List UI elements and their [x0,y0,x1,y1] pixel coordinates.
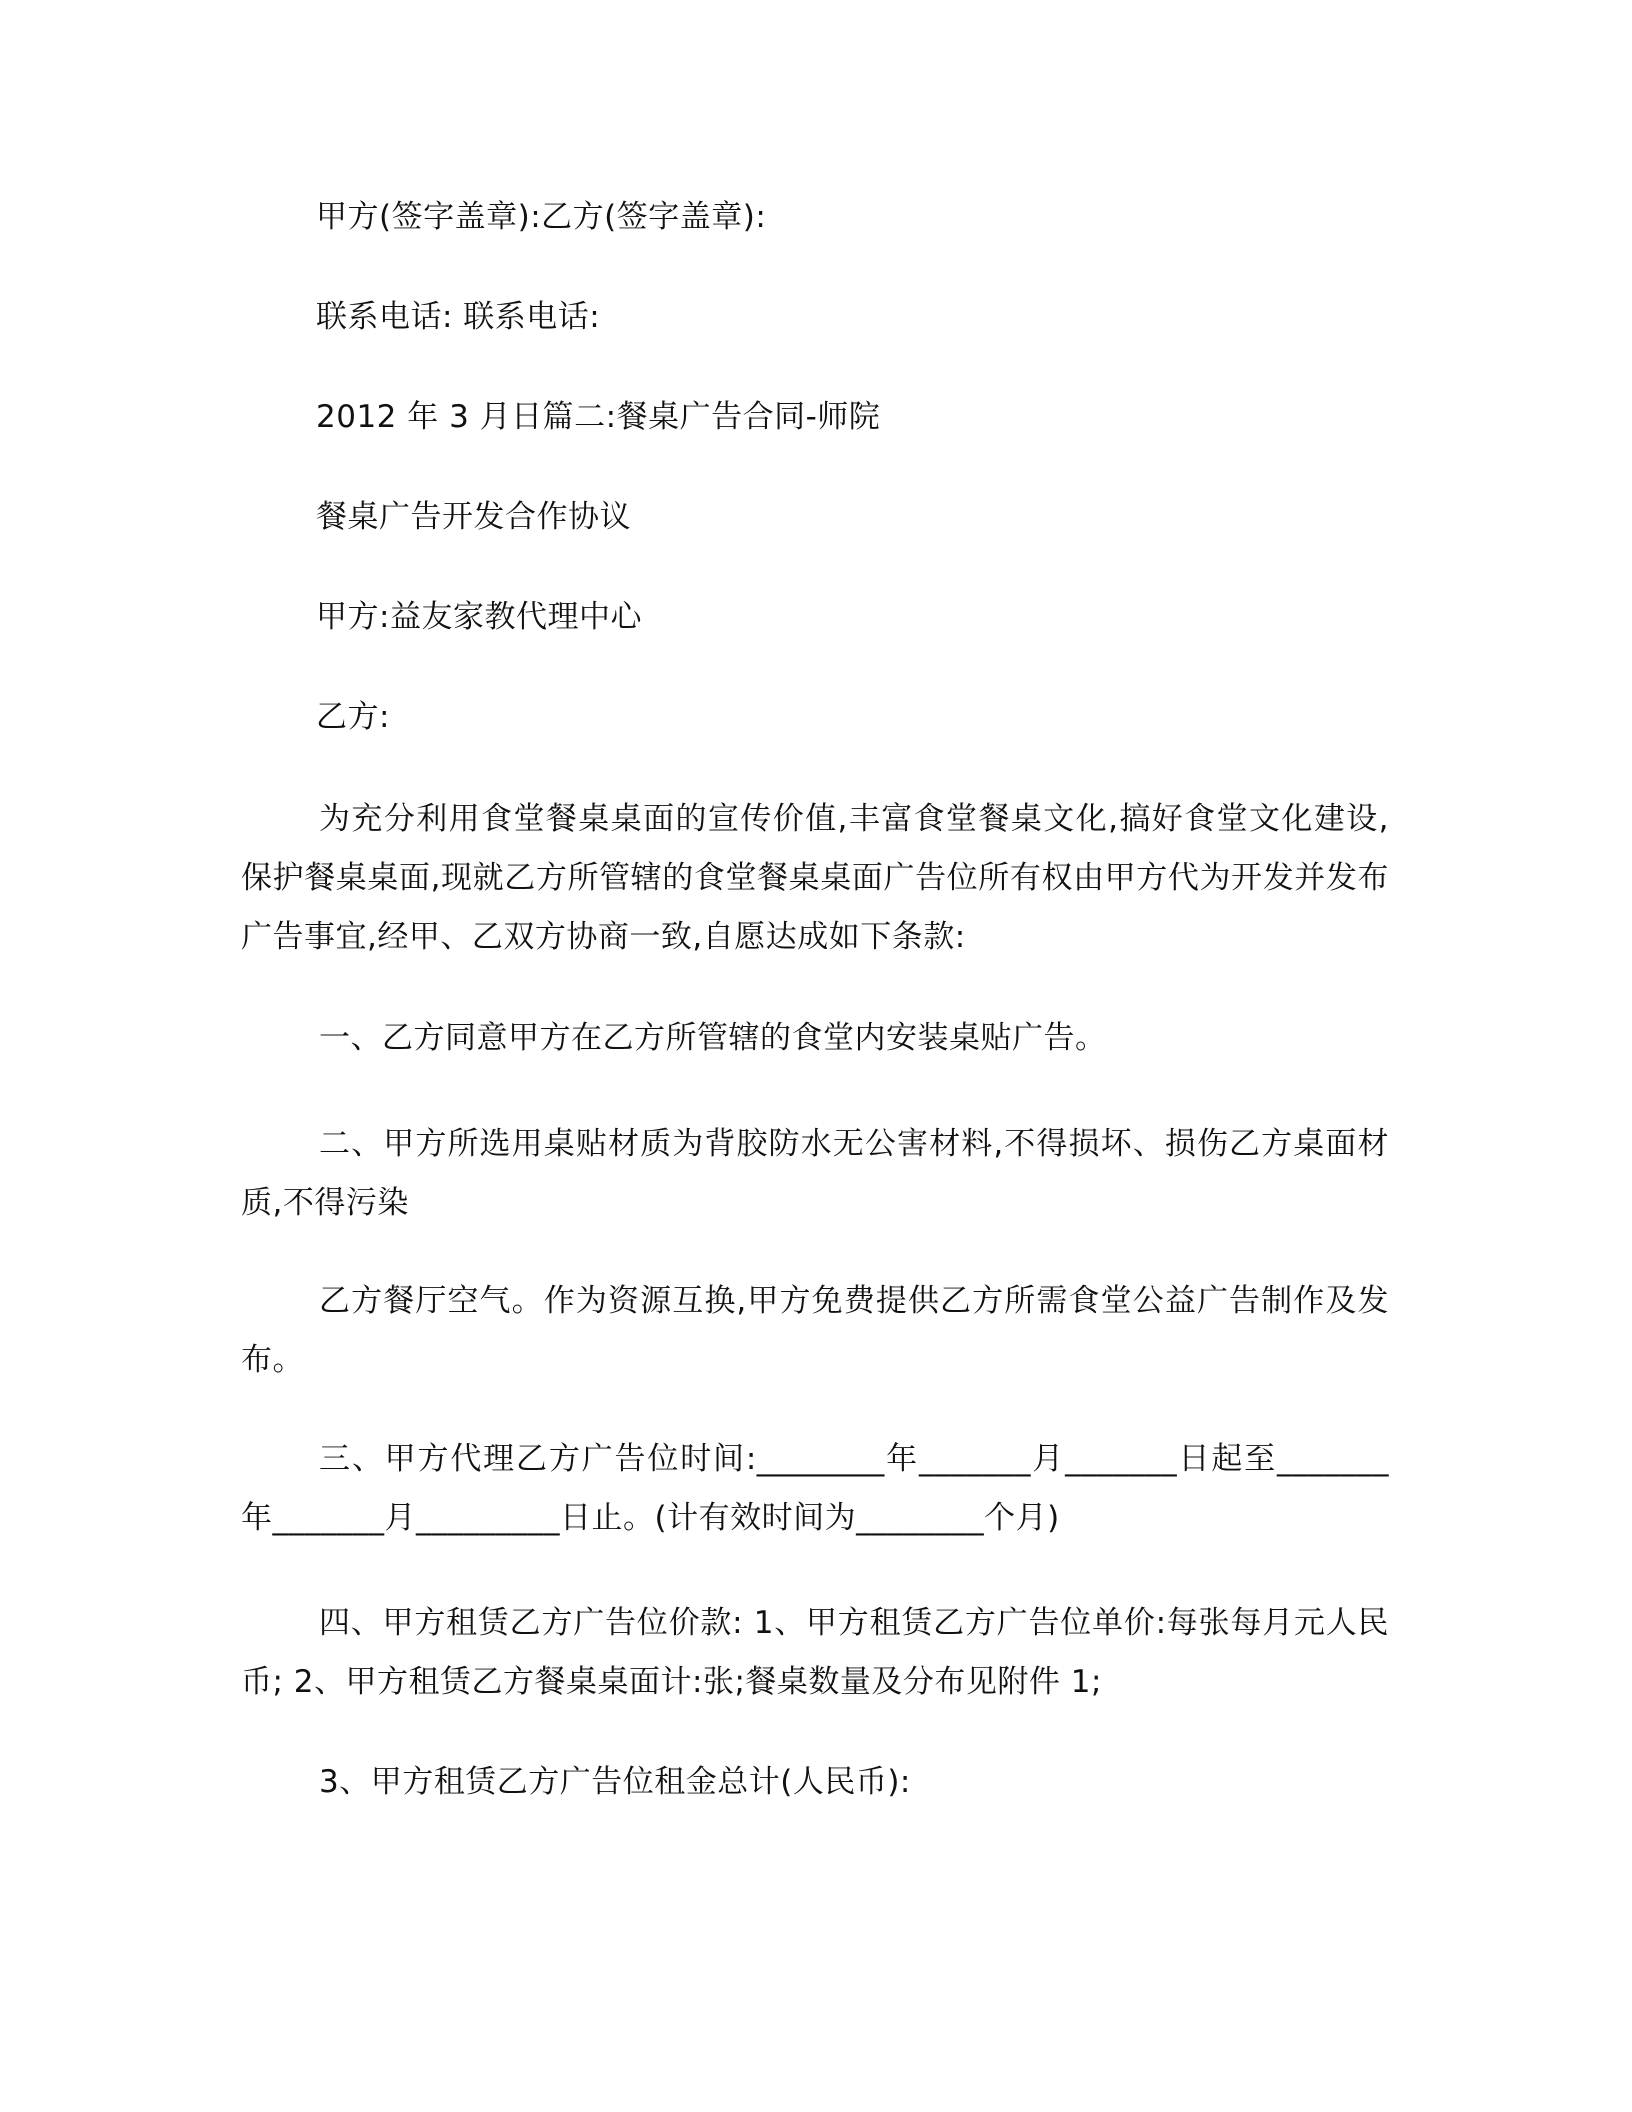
party-a-line: 甲方:益友家教代理中心 [316,599,642,635]
clause-4-3-paragraph: 3、甲方租赁乙方广告位租金总计(人民币): [319,1764,911,1800]
clause-2-continued-paragraph: 乙方餐厅空气。作为资源互换,甲方免费提供乙方所需食堂公益广告制作及发布。 [241,1283,1389,1378]
clause-2-paragraph: 二、甲方所选用桌贴材质为背胶防水无公害材料,不得损坏、损伤乙方桌面材质,不得污染 [241,1126,1389,1221]
date-title-line: 2012 年 3 月日篇二:餐桌广告合同-师院 [316,399,881,435]
signature-line: 甲方(签字盖章):乙方(签字盖章): [316,199,767,235]
agreement-title: 餐桌广告开发合作协议 [316,499,631,535]
party-b-line: 乙方: [316,699,390,735]
clause-4-paragraph: 四、甲方租赁乙方广告位价款: 1、甲方租赁乙方广告位单价:每张每月元人民币; 2、甲方租赁乙方餐桌桌面计:张;餐桌数量及分布见附件 1; [241,1605,1389,1700]
contact-phone-line: 联系电话: 联系电话: [316,299,601,335]
preamble-paragraph: 为充分利用食堂餐桌桌面的宣传价值,丰富食堂餐桌文化,搞好食堂文化建设,保护餐桌桌面,现就乙方所管辖的食堂餐桌桌面广告位所有权由甲方代为开发并发布广告事宜,经甲、乙双方协商一致,自愿达成如下条款: [241,801,1389,955]
clause-3-paragraph: 三、甲方代理乙方广告位时间:________年_______月_______日起至_______年_______月_________日止。(计有效时间为________个月) [241,1441,1389,1536]
clause-1-paragraph: 一、乙方同意甲方在乙方所管辖的食堂内安装桌贴广告。 [319,1020,1107,1056]
